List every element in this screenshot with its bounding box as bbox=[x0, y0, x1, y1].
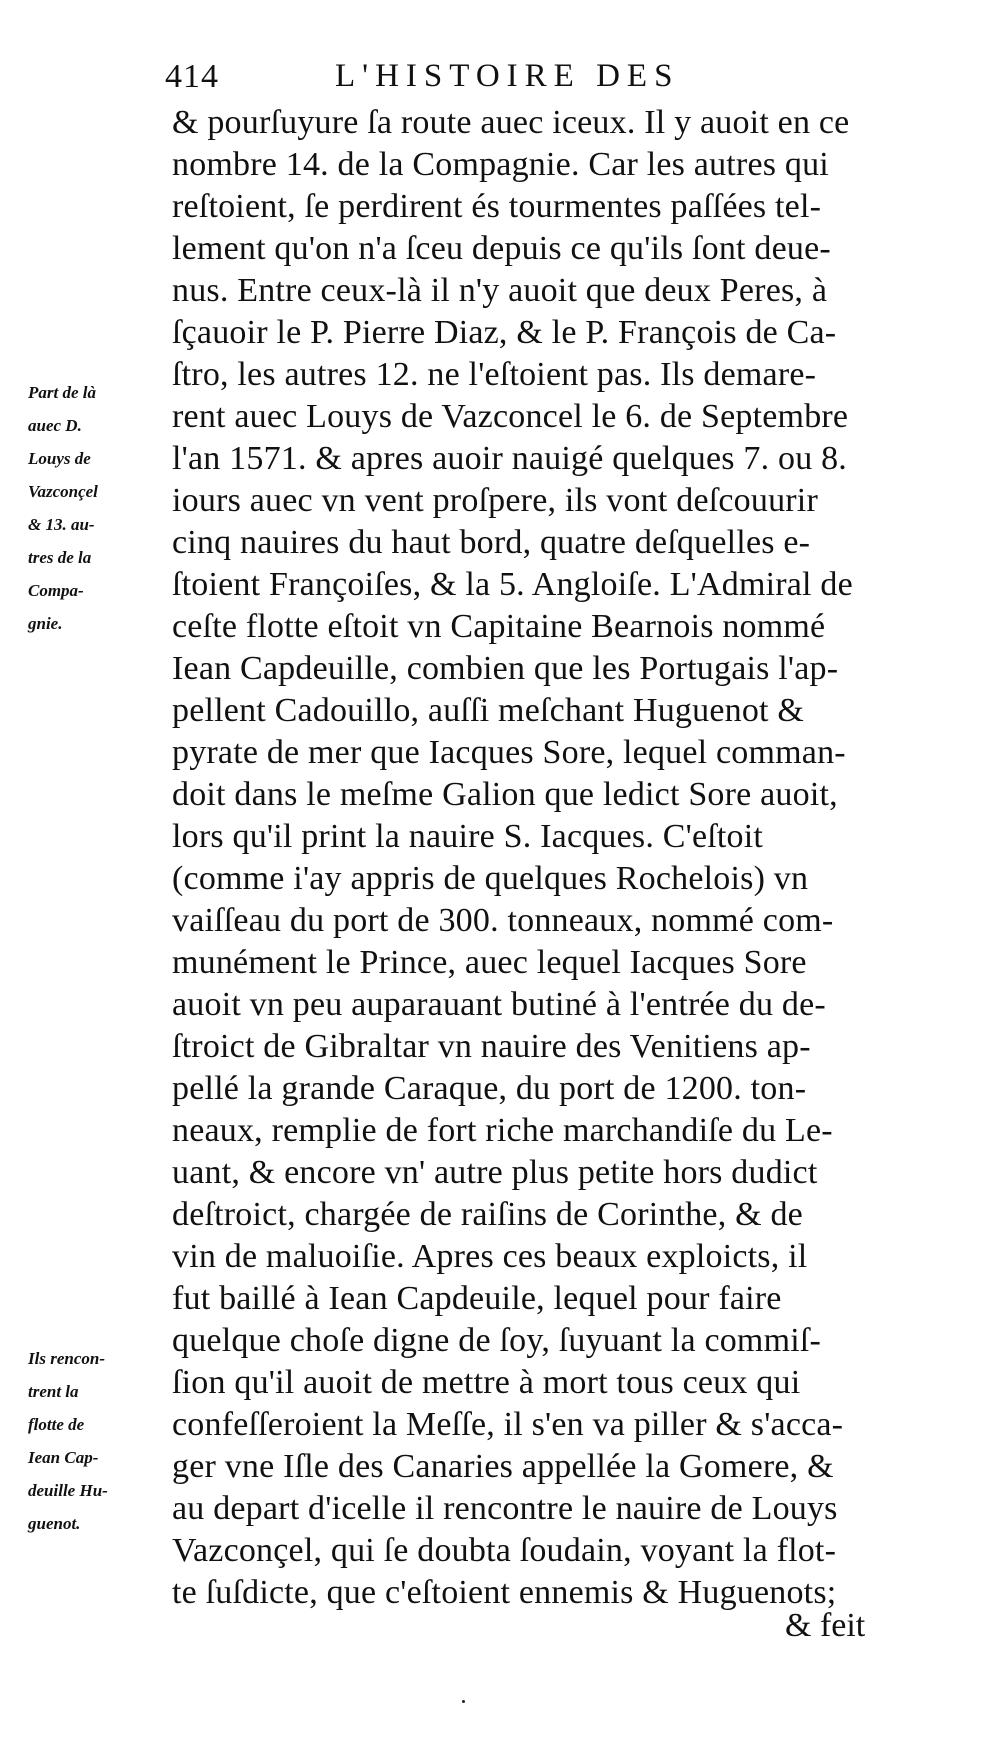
text-line: munément le Prince, auec lequel Iacques Sore bbox=[172, 944, 807, 981]
margin-note-line: Iean Cap- bbox=[28, 1448, 99, 1467]
text-line: rent auec Louys de Vazconcel le 6. de Septembre bbox=[172, 398, 849, 435]
text-line: te ſuſdicte, que c'eſtoient ennemis & Huguenots; bbox=[172, 1574, 837, 1611]
text-line: lors qu'il print la nauire S. Iacques. C'eſtoit bbox=[172, 818, 764, 855]
text-line: auoit vn peu auparauant butiné à l'entrée du de- bbox=[172, 986, 826, 1023]
page-number: 414 bbox=[165, 58, 219, 95]
text-line: pellé la grande Caraque, du port de 1200. ton- bbox=[172, 1070, 807, 1107]
text-line: & pourſuyure ſa route auec iceux. Il y auoit en ce bbox=[172, 104, 850, 141]
text-line: Iean Capdeuille, combien que les Portugais l'ap- bbox=[172, 650, 839, 687]
text-line: au depart d'icelle il rencontre le nauire de Louys bbox=[172, 1490, 838, 1527]
text-line: vin de maluoiſie. Apres ces beaux exploicts, il bbox=[172, 1238, 808, 1275]
text-line: nus. Entre ceux-là il n'y auoit que deux Peres, à bbox=[172, 272, 828, 309]
margin-note-line: Vazconçel bbox=[28, 482, 98, 501]
margin-note-line: gnie. bbox=[28, 614, 63, 633]
margin-note-line: & 13. au- bbox=[28, 515, 95, 534]
text-line: deſtroict, chargée de raiſins de Corinthe, & de bbox=[172, 1196, 803, 1233]
margin-note-line: Compa- bbox=[28, 581, 84, 600]
page-header bbox=[165, 58, 845, 98]
body-text bbox=[172, 102, 862, 1614]
text-line: cinq nauires du haut bord, quatre deſquelles e- bbox=[172, 524, 811, 561]
text-line: vaiſſeau du port de 300. tonneaux, nommé com- bbox=[172, 902, 834, 939]
running-title: L'HISTOIRE DES bbox=[335, 58, 680, 94]
text-line: ger vne Iſle des Canaries appellée la Gomere, & bbox=[172, 1448, 834, 1485]
margin-note bbox=[28, 376, 153, 640]
text-line: ceſte flotte eſtoit vn Capitaine Bearnois nommé bbox=[172, 608, 826, 645]
margin-note-line: flotte de bbox=[28, 1415, 85, 1434]
text-line: doit dans le meſme Galion que ledict Sore auoit, bbox=[172, 776, 838, 813]
margin-note-line: trent la bbox=[28, 1382, 79, 1401]
text-line: neaux, remplie de fort riche marchandiſe du Le- bbox=[172, 1112, 833, 1149]
text-line: reſtoient, ſe perdirent és tourmentes paſſées tel- bbox=[172, 188, 822, 225]
text-line: pyrate de mer que Iacques Sore, lequel comman- bbox=[172, 734, 846, 771]
text-line: pellent Cadouillo, auſſi meſchant Huguenot & bbox=[172, 692, 805, 729]
text-line: nombre 14. de la Compagnie. Car les autres qui bbox=[172, 146, 829, 183]
catchword: & feit bbox=[785, 1607, 866, 1644]
text-line: l'an 1571. & apres auoir nauigé quelques 7. ou 8. bbox=[172, 440, 847, 477]
text-line: lement qu'on n'a ſceu depuis ce qu'ils ſont deue- bbox=[172, 230, 831, 267]
margin-note-line: Part de là bbox=[28, 383, 96, 402]
text-line: fut baillé à Iean Capdeuile, lequel pour faire bbox=[172, 1280, 782, 1317]
text-line: confeſſeroient la Meſſe, il s'en va piller & s'acca- bbox=[172, 1406, 844, 1443]
text-line: ſtoient Françoiſes, & la 5. Angloiſe. L'Admiral de bbox=[172, 566, 853, 603]
text-line: (comme i'ay appris de quelques Rochelois) vn bbox=[172, 860, 809, 897]
text-line: ſtroict de Gibraltar vn nauire des Venitiens ap- bbox=[172, 1028, 811, 1065]
margin-note-line: guenot. bbox=[28, 1514, 81, 1533]
margin-note-line: Louys de bbox=[28, 449, 91, 468]
margin-note-line: deuille Hu- bbox=[28, 1481, 108, 1500]
text-line: iours auec vn vent proſpere, ils vont deſcouurir bbox=[172, 482, 818, 519]
margin-note-line: tres de la bbox=[28, 548, 92, 567]
text-line: uant, & encore vn' autre plus petite hors dudict bbox=[172, 1154, 818, 1191]
text-line: ſion qu'il auoit de mettre à mort tous ceux qui bbox=[172, 1364, 801, 1401]
margin-note-line: Ils rencon- bbox=[28, 1349, 105, 1368]
ink-speck bbox=[462, 1700, 465, 1703]
text-line: Vazconçel, qui ſe doubta ſoudain, voyant la flot- bbox=[172, 1532, 837, 1569]
margin-note bbox=[28, 1342, 153, 1540]
text-line: ſçauoir le P. Pierre Diaz, & le P. François de Ca- bbox=[172, 314, 837, 351]
margin-note-line: auec D. bbox=[28, 416, 82, 435]
text-line: ſtro, les autres 12. ne l'eſtoient pas. Ils demare- bbox=[172, 356, 817, 393]
text-line: quelque choſe digne de ſoy, ſuyuant la commiſ- bbox=[172, 1322, 822, 1359]
